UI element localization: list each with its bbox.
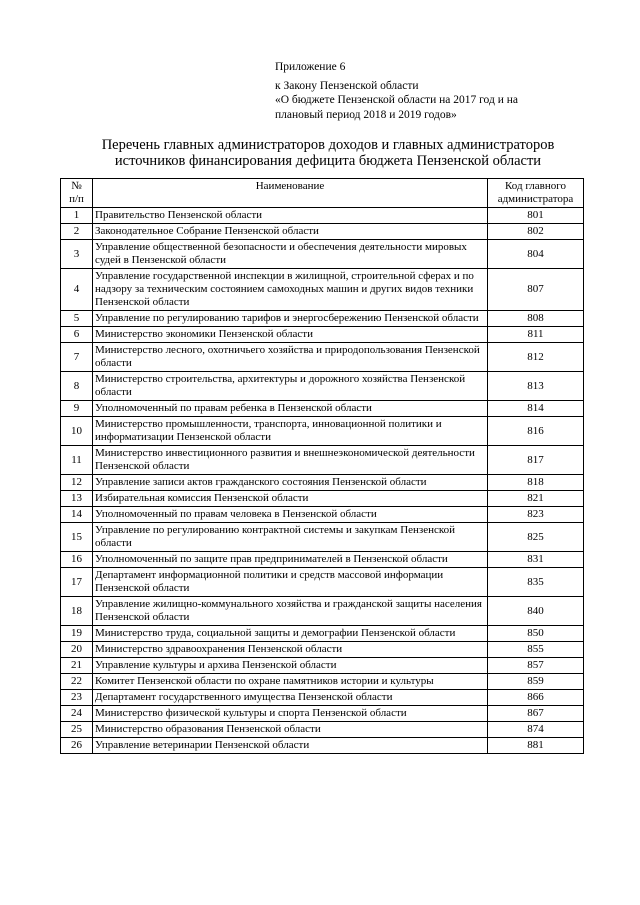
administrator-code: 867 [488, 706, 584, 722]
row-number: 22 [61, 674, 93, 690]
administrator-name: Департамент информационной политики и средств массовой информации Пензенской области [93, 568, 488, 597]
table-row [61, 658, 584, 674]
document-title-line-1: Перечень главных администраторов доходов и главных администраторов [101, 137, 555, 153]
column-header-number-line-2: п/п [69, 193, 84, 205]
administrator-name: Уполномоченный по защите прав предпринимателей в Пензенской области [93, 552, 488, 568]
administrator-name: Министерство лесного, охотничьего хозяйства и природопользования Пензенской области [93, 343, 488, 372]
administrator-code: 835 [488, 568, 584, 597]
law-title-line-1: «О бюджете Пензенской области на 2017 год и на [275, 94, 518, 106]
row-number: 23 [61, 690, 93, 706]
administrator-code: 814 [488, 401, 584, 417]
row-number: 8 [61, 372, 93, 401]
administrator-code: 881 [488, 738, 584, 754]
table-row [61, 240, 584, 269]
table-row [61, 311, 584, 327]
table-row [61, 327, 584, 343]
table-row [61, 475, 584, 491]
table-row [61, 626, 584, 642]
administrator-name: Управление культуры и архива Пензенской области [93, 658, 488, 674]
administrator-name: Управление общественной безопасности и обеспечения деятельности мировых судей в Пензенской области [93, 240, 488, 269]
table-row [61, 224, 584, 240]
row-number: 14 [61, 507, 93, 523]
row-number: 3 [61, 240, 93, 269]
administrator-name: Управление жилищно-коммунального хозяйства и гражданской защиты населения Пензенской области [93, 597, 488, 626]
administrator-name: Министерство экономики Пензенской области [93, 327, 488, 343]
administrator-name: Министерство инвестиционного развития и внешнеэкономической деятельности Пензенской области [93, 446, 488, 475]
administrator-code: 818 [488, 475, 584, 491]
administrator-code: 813 [488, 372, 584, 401]
table-row [61, 552, 584, 568]
administrator-name: Управление по регулированию контрактной системы и закупкам Пензенской области [93, 523, 488, 552]
table-row [61, 706, 584, 722]
row-number: 11 [61, 446, 93, 475]
table-body [61, 208, 584, 754]
table-row [61, 674, 584, 690]
administrator-code: 808 [488, 311, 584, 327]
row-number: 6 [61, 327, 93, 343]
administrator-code: 816 [488, 417, 584, 446]
administrator-code: 817 [488, 446, 584, 475]
law-title-line-2: плановый период 2018 и 2019 годов» [275, 108, 457, 121]
administrator-code: 857 [488, 658, 584, 674]
administrator-name: Министерство образования Пензенской области [93, 722, 488, 738]
row-number: 5 [61, 311, 93, 327]
column-header-number [61, 179, 93, 208]
row-number: 12 [61, 475, 93, 491]
row-number: 4 [61, 269, 93, 311]
row-number: 16 [61, 552, 93, 568]
column-header-code [488, 179, 584, 208]
row-number: 15 [61, 523, 93, 552]
row-number: 10 [61, 417, 93, 446]
row-number: 13 [61, 491, 93, 507]
administrator-name: Министерство труда, социальной защиты и демографии Пензенской области [93, 626, 488, 642]
table-row [61, 343, 584, 372]
row-number: 20 [61, 642, 93, 658]
appendix-label: Приложение 6 [275, 61, 346, 73]
row-number: 9 [61, 401, 93, 417]
row-number: 17 [61, 568, 93, 597]
administrator-code: 866 [488, 690, 584, 706]
table-row [61, 568, 584, 597]
administrator-code: 823 [488, 507, 584, 523]
administrator-code: 812 [488, 343, 584, 372]
administrator-name: Министерство строительства, архитектуры и дорожного хозяйства Пензенской области [93, 372, 488, 401]
table-row [61, 401, 584, 417]
administrator-code: 825 [488, 523, 584, 552]
table-row [61, 208, 584, 224]
table-row [61, 523, 584, 552]
table-row [61, 417, 584, 446]
administrator-name: Управление государственной инспекции в жилищной, строительной сферах и по надзору за техническим состоянием самоходных машин и других видов техники Пензенской области [93, 269, 488, 311]
administrator-name: Избирательная комиссия Пензенской области [93, 491, 488, 507]
document-title [60, 137, 596, 169]
administrator-code: 807 [488, 269, 584, 311]
column-header-name: Наименование [93, 179, 488, 208]
administrator-name: Уполномоченный по правам человека в Пензенской области [93, 507, 488, 523]
administrator-code: 802 [488, 224, 584, 240]
administrator-name: Уполномоченный по правам ребенка в Пензенской области [93, 401, 488, 417]
administrator-name: Управление ветеринарии Пензенской области [93, 738, 488, 754]
row-number: 18 [61, 597, 93, 626]
administrator-code: 840 [488, 597, 584, 626]
column-header-code-line-1: Код главного [505, 180, 566, 192]
table-row [61, 507, 584, 523]
administrator-code: 855 [488, 642, 584, 658]
document-title-line-2: источников финансирования дефицита бюджета Пензенской области [114, 153, 542, 169]
administrator-name: Управление записи актов гражданского состояния Пензенской области [93, 475, 488, 491]
administrator-name: Министерство здравоохранения Пензенской области [93, 642, 488, 658]
table-header-row [61, 179, 584, 208]
administrator-code: 811 [488, 327, 584, 343]
administrator-name: Департамент государственного имущества Пензенской области [93, 690, 488, 706]
administrator-code: 874 [488, 722, 584, 738]
row-number: 25 [61, 722, 93, 738]
row-number: 2 [61, 224, 93, 240]
administrator-name: Комитет Пензенской области по охране памятников истории и культуры [93, 674, 488, 690]
administrator-code: 804 [488, 240, 584, 269]
administrator-name: Министерство физической культуры и спорта Пензенской области [93, 706, 488, 722]
administrator-code: 850 [488, 626, 584, 642]
row-number: 24 [61, 706, 93, 722]
administrator-name: Управление по регулированию тарифов и энергосбережению Пензенской области [93, 311, 488, 327]
appendix-header [275, 60, 575, 122]
administrator-code: 821 [488, 491, 584, 507]
administrator-name: Министерство промышленности, транспорта, инновационной политики и информатизации Пензенской области [93, 417, 488, 446]
administrator-name: Правительство Пензенской области [93, 208, 488, 224]
table-row [61, 722, 584, 738]
row-number: 19 [61, 626, 93, 642]
table-row [61, 446, 584, 475]
row-number: 21 [61, 658, 93, 674]
table-row [61, 372, 584, 401]
row-number: 26 [61, 738, 93, 754]
table-row [61, 597, 584, 626]
administrator-name: Законодательное Собрание Пензенской области [93, 224, 488, 240]
table-row [61, 269, 584, 311]
table-row [61, 738, 584, 754]
administrators-table [60, 178, 584, 754]
administrator-code: 831 [488, 552, 584, 568]
table-row [61, 690, 584, 706]
row-number: 7 [61, 343, 93, 372]
row-number: 1 [61, 208, 93, 224]
law-reference: к Закону Пензенской области [275, 79, 419, 92]
table-row [61, 491, 584, 507]
administrator-code: 801 [488, 208, 584, 224]
table-row [61, 642, 584, 658]
column-header-code-line-2: администратора [497, 193, 574, 205]
administrator-code: 859 [488, 674, 584, 690]
column-header-number-line-1: № [71, 180, 82, 192]
